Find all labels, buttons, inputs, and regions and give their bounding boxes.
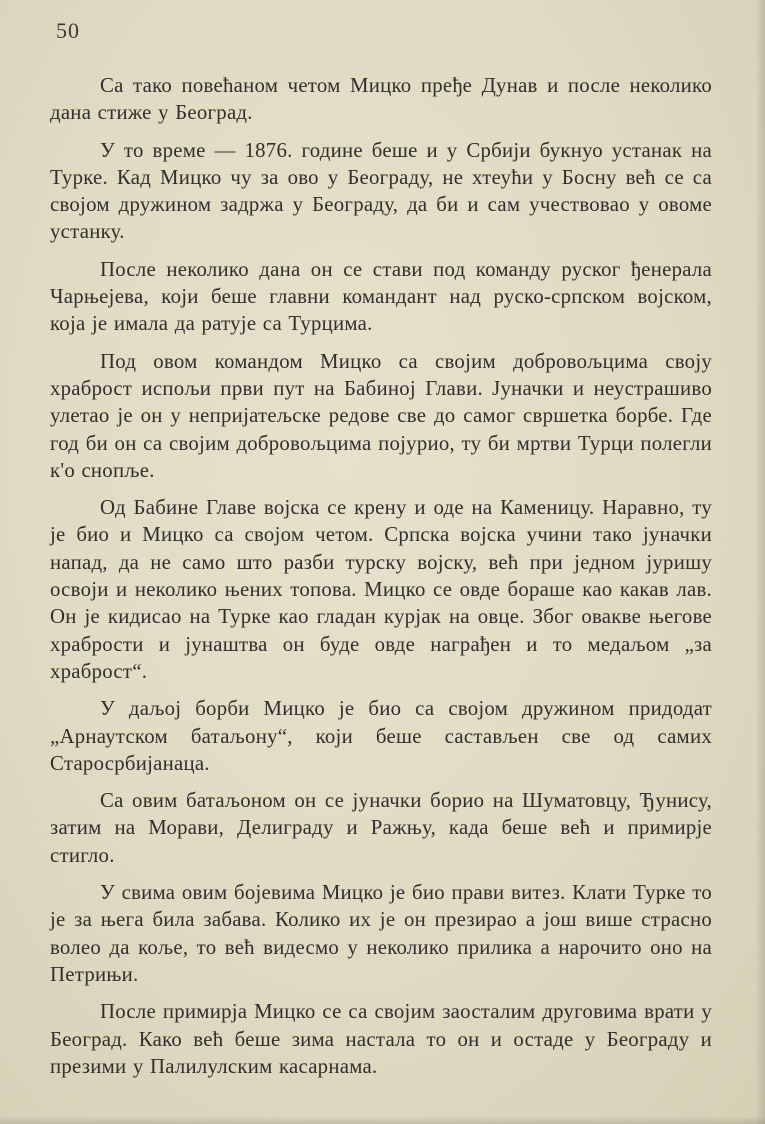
paragraph-5: Од Бабине Главе војска се крену и оде на Каменицу. Наравно, ту је био и Мицко са својом четом. Српска војска учини тако јуначки напад, да не само што разби турску војску, већ при једном јуришу освоји и неколико њених топова. Мицко се овде бораше као какав лав. Он је кидисао на Турке као гладан курјак на овце. Због овакве његове храбрости и јунаштва он буде овде награђен и то медаљом „за храброст“.: [50, 496, 712, 683]
paragraph-6: У даљој борби Мицко је био са својом дружином придодат „Арнаутском батаљону“, који беше састављен све од самих Старосрбијанаца.: [50, 697, 712, 775]
paragraph-9: После примирја Мицко се са својим заосталим друговима врати у Београд. Како већ беше зима настала то он и остаде у Београду и презими у Палилулским касарнама.: [50, 1000, 712, 1078]
paragraph-1: Са тако повећаном четом Мицко пређе Дунав и после неколико дана стиже у Београд.: [50, 74, 712, 125]
page-number: 50: [56, 18, 80, 43]
paragraph-3: После неколико дана он се стави под команду руског ђенерала Чарњејева, који беше главни командант над руско-српском војском, која је имала да ратује са Турцима.: [50, 257, 712, 336]
paragraph-2: У то време — 1876. године беше и у Србији букнуо устанак на Турке. Кад Мицко чу за ово у Београду, не хтеући у Босну већ се са својом дружином задржа у Београду, да би и сам учествовао у овоме устанку.: [50, 138, 712, 244]
page-bottom-shadow: [0, 1116, 765, 1124]
page-edge-shadow: [755, 0, 765, 1124]
paragraph-4: Под овом командом Мицко са својим добровољцима своју храброст испољи први пут на Бабиној Глави. Јуначки и неустрашиво улетао је он у непријатељске редове све до самог свршетка борбе. Где год би он са својим добровољцима појурио, ту би мртви Турци полегли к'о снопље.: [50, 349, 712, 482]
paragraph-8: У свима овим бојевима Мицко је био прави витез. Клати Турке то је за њега била забава. Колико их је он презирао а још више страсно волео да коље, то већ видесмо у неколико прилика а нарочито оно на Петрињи.: [50, 881, 712, 986]
body-text: [50, 72, 712, 1080]
paragraph-7: Са овим батаљоном он се јуначки борио на Шуматовцу, Ђунису, затим на Морави, Делиграду и Ражњу, када беше већ и примирје стигло.: [50, 789, 712, 867]
